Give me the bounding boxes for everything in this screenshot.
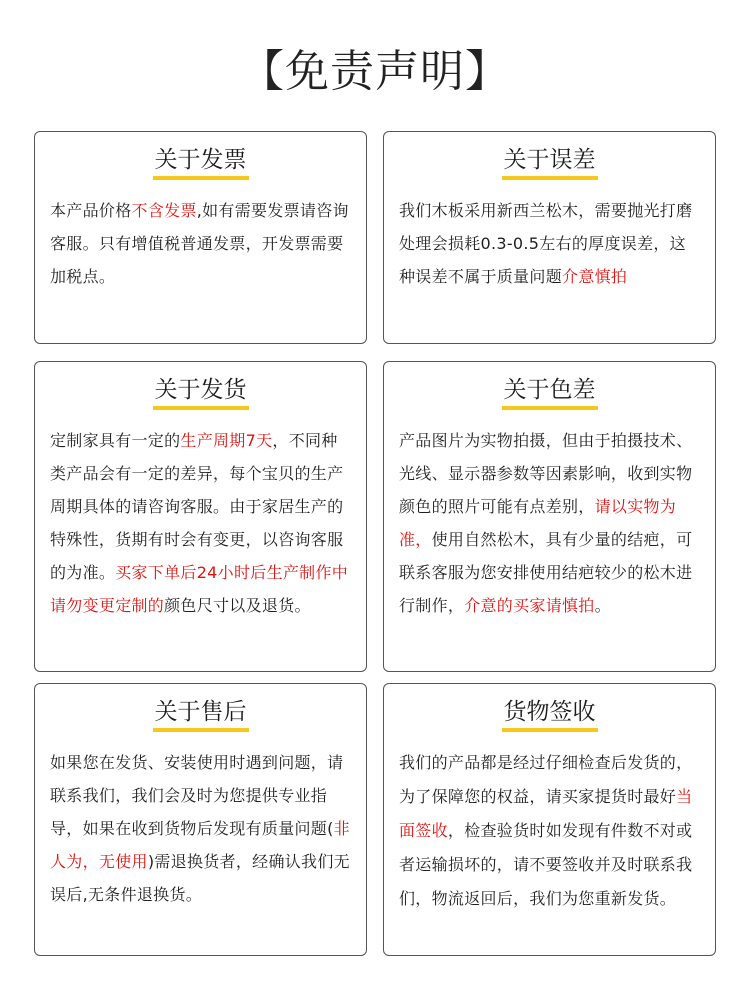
card-body-shipping <box>50 424 352 622</box>
highlight-text: 当面签收 <box>399 787 693 840</box>
card-body-color <box>399 424 701 622</box>
text-segment: 本产品价格 <box>50 201 132 220</box>
text-segment: 产品图片为实物拍摄，但由于拍摄技术、光线、显示器参数等因素影响，收到实物颜色的照片可能有点差别， <box>399 431 693 516</box>
text-segment: 。 <box>594 596 611 615</box>
highlight-text: 介意的买家请慎拍 <box>464 596 595 615</box>
card-body-receipt <box>399 746 701 916</box>
text-segment: ，检查验货时如发现有件数不对或者运输损坏的，请不要签收并及时联系我们，物流返回后，我们为您重新发货。 <box>399 821 693 908</box>
highlight-text: 介意慎拍 <box>562 267 628 286</box>
card-title-shipping: 关于发货 <box>153 374 249 410</box>
card-receipt <box>383 683 716 956</box>
text-segment: )需退换货者，经确认我们无误后,无条件退换货。 <box>50 852 350 904</box>
card-title-service: 关于售后 <box>153 696 249 732</box>
card-body-error <box>399 194 701 293</box>
highlight-text: 买家下单后24小时后生产制作中请勿变更定制的 <box>50 563 349 615</box>
page-title: 【免责声明】 <box>240 46 510 97</box>
card-body-invoice <box>50 194 352 293</box>
card-shipping <box>34 361 367 672</box>
text-segment: 定制家具有一定的 <box>50 431 181 450</box>
highlight-text: 不含发票 <box>131 201 197 220</box>
text-segment: ，不同种类产品会有一定的差异，每个宝贝的生产周期具体的请咨询客服。由于家居生产的特殊性，货期有时会有变更，以咨询客服的为准。 <box>50 431 344 582</box>
highlight-text: 生产周期7天 <box>180 431 273 450</box>
card-body-service <box>50 746 352 911</box>
card-title-color: 关于色差 <box>502 374 598 410</box>
card-title-error: 关于误差 <box>502 144 598 180</box>
card-invoice <box>34 131 367 344</box>
text-segment: 如果您在发货、安装使用时遇到问题，请联系我们，我们会及时为您提供专业指导，如果在收到货物后发现有质量问题( <box>50 753 344 838</box>
text-segment: 我们的产品都是经过仔细检查后发货的，为了保障您的权益，请买家提货时最好 <box>399 753 693 806</box>
text-segment: 使用自然松木，具有少量的结疤，可联系客服为您安排使用结疤较少的松木进行制作， <box>399 530 693 615</box>
card-title-receipt: 货物签收 <box>502 696 598 732</box>
text-segment: 颜色尺寸以及退货。 <box>164 596 311 615</box>
card-title-invoice: 关于发票 <box>153 144 249 180</box>
card-error <box>383 131 716 344</box>
highlight-text: 请以实物为准， <box>399 497 677 549</box>
text-segment: 我们木板采用新西兰松木，需要抛光打磨处理会损耗0.3-0.5左右的厚度误差，这种误差不属于质量问题 <box>399 201 693 286</box>
text-segment: ,如有需要发票请咨询客服。只有增值税普通发票，开发票需要加税点。 <box>50 201 349 286</box>
card-service <box>34 683 367 956</box>
card-color <box>383 361 716 672</box>
highlight-text: 非人为，无使用 <box>50 819 350 871</box>
